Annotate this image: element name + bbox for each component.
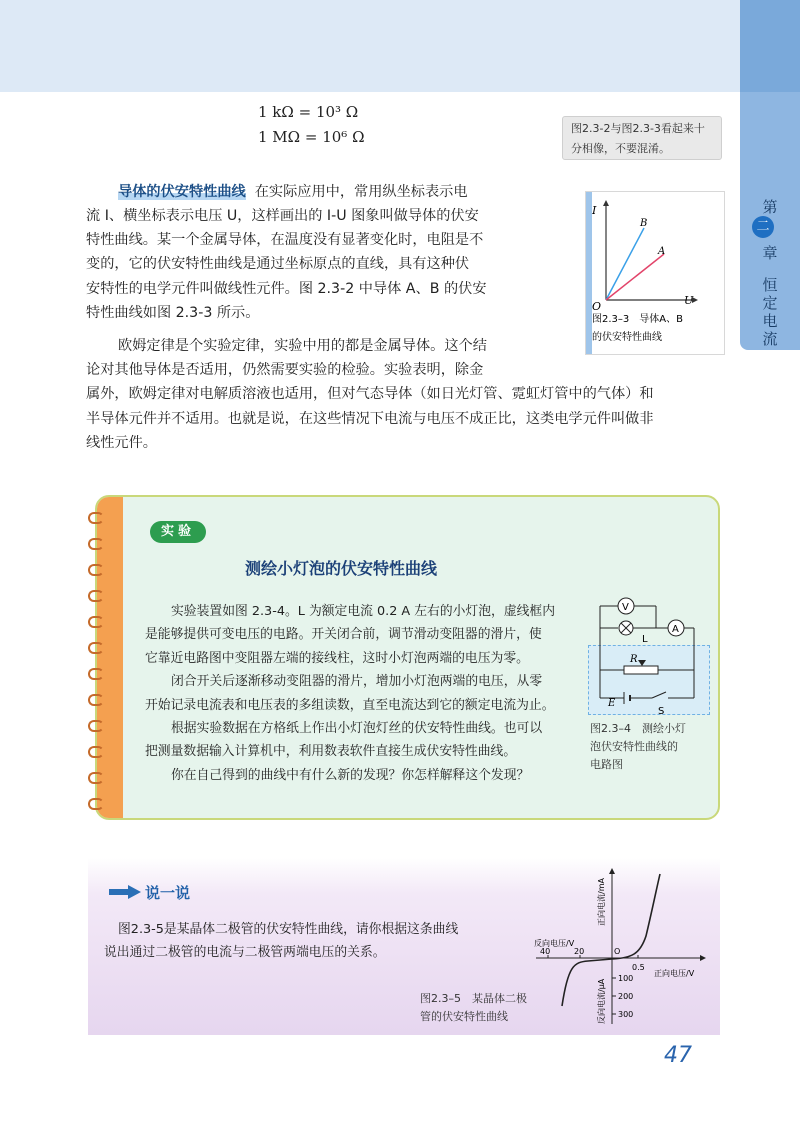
text-line: 半导体元件并不适用。也就是说，在这些情况下电流与电压不成正比，这类电学元件叫做非 [86, 410, 654, 427]
chapter-suffix: 章 [762, 244, 778, 262]
axis-u-label: U [684, 294, 694, 307]
tick-label: 200 [618, 992, 634, 1001]
line-b-label: B [640, 218, 648, 229]
binder-ring [88, 694, 104, 706]
text-line: 流 I、横坐标表示电压 U，这样画出的 I-U 图象叫做导体的伏安 [86, 208, 479, 224]
axis-i-label: I [592, 204, 597, 217]
binder-ring [88, 590, 104, 602]
text-line: 变的，它的伏安特性曲线是通过坐标原点的直线，具有这种伏 [86, 256, 470, 273]
text-line: 开始记录电流表和电压表的多组读数，直至电流达到它的额定电流为止。 [145, 697, 555, 713]
caption-line: 图2.3–5 某晶体二极 [420, 992, 527, 1005]
section-heading: 导体的伏安特性曲线 [118, 184, 246, 200]
section-paragraph-1 [118, 180, 578, 204]
figure-2-3-3 [586, 192, 724, 354]
text-line: 安特性的电学元件叫做线性元件。图 2.3-2 中导体 A、B 的伏安 [86, 280, 487, 297]
text-line: 属外，欧姆定律对电解质溶液也适用，但对气态导体（如日光灯管、霓虹灯管中的气体）和 [86, 386, 654, 403]
origin-label: O [592, 300, 602, 313]
voltmeter-label: V [622, 602, 629, 613]
circuit-diagram [586, 594, 710, 718]
binder-ring [88, 642, 104, 654]
arrow-icon [108, 884, 142, 900]
text-line: 图2.3-5是某晶体二极管的伏安特性曲线，请你根据这条曲线 [118, 922, 459, 937]
diode-caption [420, 990, 540, 1026]
lamp-label: L [642, 634, 648, 645]
chapter-number-badge: 二 [752, 216, 774, 238]
line-a [606, 254, 664, 300]
header-band [0, 0, 740, 92]
caption-line: 电路图 [590, 758, 623, 771]
switch-label: S [658, 706, 665, 717]
discuss-heading: 说一说 [145, 884, 191, 902]
line-a-label: A [658, 246, 666, 257]
text-line: 特性曲线。某一个金属导体，在温度没有显著变化时，电阻是不 [86, 232, 484, 249]
text-line: 说出通过二极管的电流与二极管两端电压的关系。 [104, 945, 386, 961]
circuit-caption [590, 720, 710, 774]
binder-ring [88, 720, 104, 732]
text-line: 线性元件。 [86, 434, 157, 451]
rheostat-label: R [630, 654, 638, 665]
ammeter-label: A [672, 624, 679, 635]
text-line: 把测量数据输入计算机中，利用数表软件直接生成伏安特性曲线。 [145, 744, 517, 760]
binder-ring [88, 538, 104, 550]
chapter-prefix: 第 [762, 198, 778, 216]
caption-line: 管的伏安特性曲线 [420, 1010, 508, 1023]
text-line: 在实际应用中，常用纵坐标表示电 [254, 184, 468, 200]
rheostat [624, 666, 658, 674]
discuss-text [104, 918, 524, 965]
caption-line: 图2.3–4 测绘小灯 [590, 722, 686, 735]
page-number: 47 [664, 1043, 692, 1068]
figure-caption: 的伏安特性曲线 [592, 332, 662, 343]
tick-label: 40 [540, 947, 551, 956]
text-line: 你在自己得到的曲线中有什么新的发现？你怎样解释这个发现？ [171, 767, 530, 783]
iu-graph [592, 192, 718, 354]
diode-curve [562, 874, 660, 1006]
diode-iv-graph [528, 866, 708, 1026]
y-pos-label: 正向电流/mA [597, 878, 606, 926]
binder-ring [88, 746, 104, 758]
text-line: 欧姆定律是个实验定律，实验中用的都是金属导体。这个结 [118, 338, 487, 354]
figure-caption: 图2.3–3 导体A、B [592, 314, 683, 325]
experiment-title: 测绘小灯泡的伏安特性曲线 [245, 559, 438, 578]
experiment-badge: 实验 [150, 521, 206, 543]
y-axis-arrow [609, 868, 615, 874]
x-pos-label: 正向电压/V [654, 969, 695, 978]
caption-line: 泡伏安特性曲线的 [590, 740, 678, 753]
experiment-text [145, 600, 585, 787]
rheostat-slider [638, 660, 646, 666]
line-b [606, 228, 644, 300]
tick-label: 20 [574, 947, 585, 956]
text-line: 论对其他导体是否适用，仍然需要实验的检验。实验表明，除金 [86, 362, 484, 379]
x-axis-arrow [700, 955, 706, 961]
origin-label: O [614, 947, 621, 956]
tick-label: 0.5 [632, 963, 645, 972]
binder-ring [88, 616, 104, 628]
binder-ring [88, 564, 104, 576]
binder-ring [88, 668, 104, 680]
chapter-title-char: 电 [762, 312, 778, 330]
chapter-tab-top [740, 0, 800, 92]
binder-ring [88, 798, 104, 810]
chapter-title-char: 定 [762, 294, 778, 312]
formula-kilo-ohm: 1 kΩ = 10³ Ω [258, 103, 359, 121]
i-axis-arrow [603, 200, 609, 206]
text-line: 根据实验数据在方格纸上作出小灯泡灯丝的伏安特性曲线。也可以 [171, 721, 543, 737]
text-line: 特性曲线如图 2.3-3 所示。 [86, 304, 260, 321]
chapter-title-char: 恒 [762, 276, 778, 294]
tick-label: 100 [618, 974, 634, 983]
text-line: 闭合开关后逐渐移动变阻器的滑片，增加小灯泡两端的电压，从零 [171, 674, 543, 690]
formula-mega-ohm: 1 MΩ = 10⁶ Ω [258, 128, 365, 146]
binder-ring [88, 512, 104, 524]
battery-label: E [608, 698, 616, 709]
text-line: 是能够提供可变电压的电路。开关闭合前，调节滑动变阻器的滑片，使 [145, 627, 542, 643]
chapter-title-char: 流 [762, 330, 778, 348]
switch-arm [652, 692, 666, 698]
text-line: 实验装置如图 2.3-4。L 为额定电流 0.2 A 左右的小灯泡，虚线框内 [171, 604, 556, 619]
x-neg-label: 反向电压/V [534, 939, 575, 948]
tick-label: 300 [618, 1010, 634, 1019]
y-neg-label: 反向电流/μA [597, 978, 606, 1024]
section-paragraph-1-body [86, 204, 581, 325]
text-line: 它靠近电路图中变阻器左端的接线柱，这时小灯泡两端的电压为零。 [145, 650, 529, 666]
binder-ring [88, 772, 104, 784]
side-note: 图2.3-2与图2.3-3看起来十分相像，不要混淆。 [562, 116, 722, 160]
